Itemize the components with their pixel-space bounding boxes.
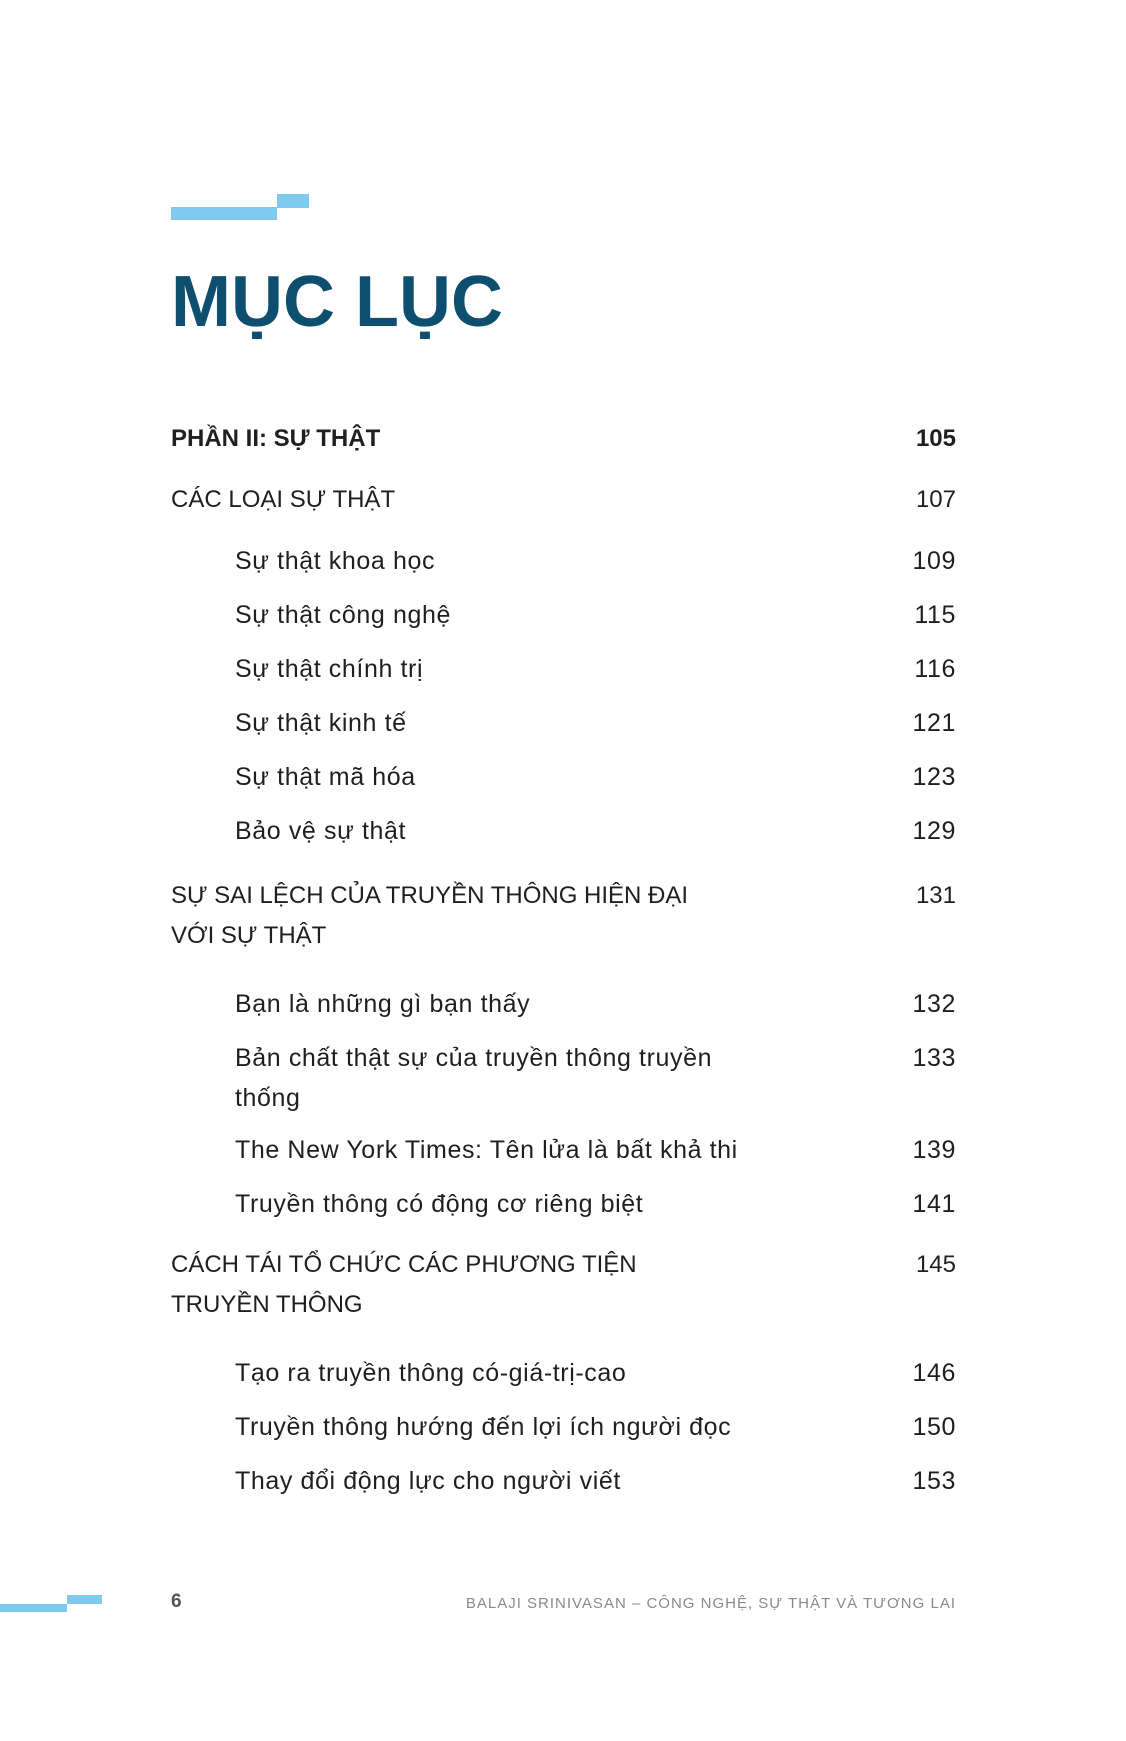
footer-page-number: 6 [171, 1591, 182, 1612]
footer-accent-block [67, 1595, 102, 1604]
toc-entry-page: 131 [915, 882, 956, 909]
toc-entry-page: 153 [912, 1467, 956, 1495]
toc-entry-subsection [235, 811, 956, 851]
toc-entry-page: 141 [912, 1190, 956, 1218]
toc-entry-label: Truyền thông có động cơ riêng biệt [235, 1190, 644, 1218]
toc-entry-label: Bạn là những gì bạn thấy [235, 990, 531, 1018]
toc-entry-label: Tạo ra truyền thông có-giá-trị-cao [235, 1359, 627, 1387]
toc-entry-subsection [235, 1407, 956, 1447]
page-title: MỤC LỤC [171, 262, 503, 342]
toc-entry-subsection [235, 703, 956, 743]
toc-entry-page: 139 [912, 1136, 956, 1164]
toc-entry-label: Sự thật mã hóa [235, 763, 416, 791]
toc-entry-page: 129 [912, 817, 956, 845]
toc-entry-page: 105 [915, 425, 956, 452]
toc-entry-subsection [235, 984, 956, 1024]
toc-entry-page: 146 [912, 1359, 956, 1387]
toc-entry-label: Sự thật công nghệ [235, 601, 451, 629]
toc-entry-section [171, 1245, 956, 1325]
toc-entry-part-ii [171, 419, 956, 459]
toc-entry-page: 107 [915, 486, 956, 513]
toc-entry-subsection [235, 541, 956, 581]
toc-entry-label: Thay đổi động lực cho người viết [235, 1467, 621, 1495]
toc-entry-label: Sự thật kinh tế [235, 709, 407, 737]
toc-entry-label: SỰ SAI LỆCH CỦA TRUYỀN THÔNG HIỆN ĐẠI VỚI SỰ THẬT [171, 882, 689, 949]
toc-entry-subsection [235, 757, 956, 797]
toc-entry-subsection [235, 595, 956, 635]
toc-entry-label: Sự thật chính trị [235, 655, 424, 683]
toc-entry-label: Sự thật khoa học [235, 547, 436, 575]
toc-entry-label: PHẦN II: SỰ THẬT [171, 425, 381, 452]
toc-entry-page: 132 [912, 990, 956, 1018]
footer-accent-bar [0, 1604, 67, 1612]
toc-entry-page: 150 [912, 1413, 956, 1441]
toc-entry-label: Bảo vệ sự thật [235, 817, 407, 845]
toc-entry-subsection [235, 1353, 956, 1393]
toc-entry-subsection [235, 1038, 956, 1118]
toc-entry-page: 133 [912, 1044, 956, 1072]
toc-entry-subsection [235, 1184, 956, 1224]
toc-entry-label: Truyền thông hướng đến lợi ích người đọc [235, 1413, 732, 1441]
toc-entry-page: 123 [912, 763, 956, 791]
toc-entry-label: CÁC LOẠI SỰ THẬT [171, 486, 396, 513]
toc-entry-label: The New York Times: Tên lửa là bất khả thi [235, 1136, 738, 1164]
toc-entry-page: 109 [912, 547, 956, 575]
toc-entry-section [171, 876, 956, 956]
toc-entry-page: 145 [915, 1251, 956, 1278]
toc-entry-subsection [235, 1130, 956, 1170]
toc-entry-label: Bản chất thật sự của truyền thông truyền thống [235, 1044, 713, 1112]
toc-entry-page: 121 [912, 709, 956, 737]
toc-entry-subsection [235, 649, 956, 689]
toc-entry-subsection [235, 1461, 956, 1501]
footer-running-title: BALAJI SRINIVASAN – CÔNG NGHỆ, SỰ THẬT VÀ TƯƠNG LAI [465, 1595, 956, 1612]
toc-entry-page: 115 [914, 601, 956, 629]
toc-entry-page: 116 [914, 655, 956, 683]
toc-entry-section [171, 480, 956, 520]
toc-entry-label: CÁCH TÁI TỔ CHỨC CÁC PHƯƠNG TIỆN TRUYỀN THÔNG [171, 1251, 637, 1318]
